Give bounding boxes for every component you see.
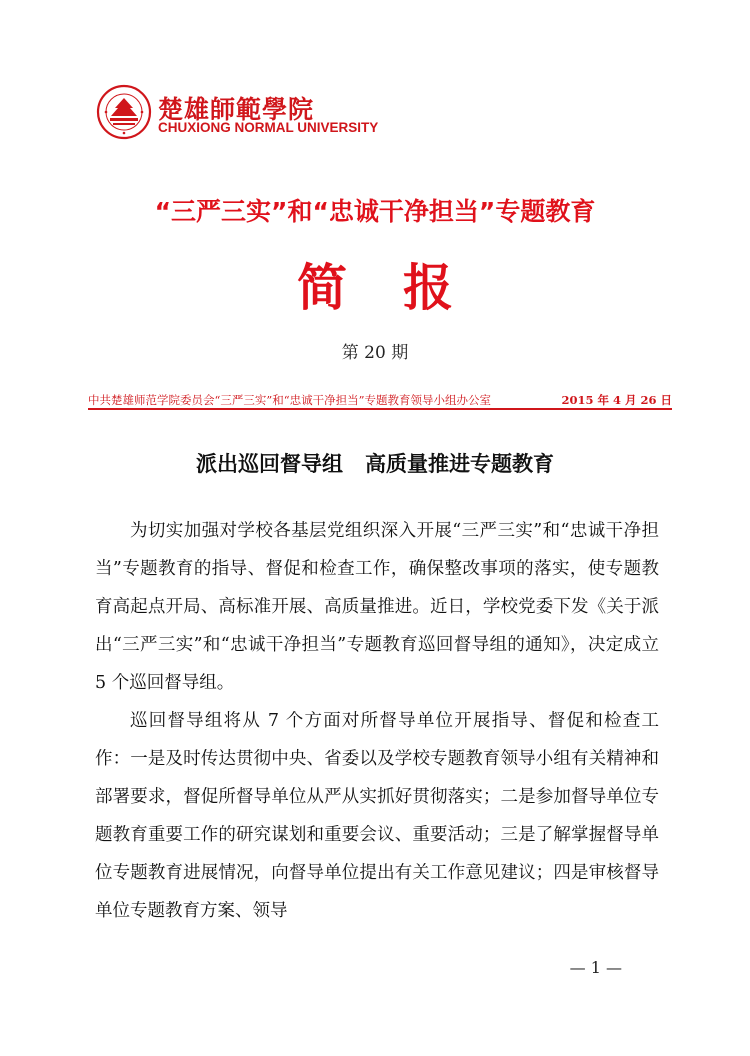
bulletin-title	[0, 248, 750, 320]
issuing-office-line	[88, 392, 672, 408]
logo-chinese-name: 楚雄師範學院	[158, 95, 315, 124]
article-paragraph: 巡回督导组将从 7 个方面对所督导单位开展指导、督促和检查工作：一是及时传达贯彻中央、省委以及学校专题教育领导小组有关精神和部署要求，督促所督导单位从严从实抓好贯彻落实；二是参加督导单位专题教育重要工作的研究谋划和重要会议、重要活动；三是了解掌握督导单位专题教育进展情况，向督导单位提出有关工作意见建议；四是审核督导单位专题教育方案、领导	[95, 711, 659, 921]
bulletin-title-char-1: 简	[297, 259, 347, 317]
university-logo	[96, 84, 379, 144]
issuing-office: 中共楚雄师范学院委员会“三严三实”和“忠诚干净担当”专题教育领导小组办公室	[88, 393, 492, 407]
bulletin-title-char-2: 报	[403, 259, 453, 317]
article-paragraph: 为切实加强对学校各基层党组织深入开展“三严三实”和“忠诚干净担当”专题教育的指导、督促和检查工作，确保整改事项的落实，使专题教育高起点开局、高标准开展、高质量推进。近日，学校党委下发《关于派出“三严三实”和“忠诚干净担当”专题教育巡回督导组的通知》，决定成立 5 个巡回督导组。	[95, 521, 659, 693]
issue-number: 第 20 期	[341, 343, 409, 363]
header-divider	[88, 408, 672, 410]
article-title: 派出巡回督导组 高质量推进专题教育	[196, 452, 554, 476]
university-seal-icon	[96, 84, 152, 140]
logo-english-name: CHUXIONG NORMAL UNIVERSITY	[158, 120, 379, 135]
article-body	[95, 512, 659, 930]
bulletin-banner: “三严三实”和“忠诚干净担当”专题教育	[154, 197, 596, 226]
issue-date: 2015 年 4 月 26 日	[561, 393, 672, 407]
page-number: — 1 —	[569, 958, 622, 977]
